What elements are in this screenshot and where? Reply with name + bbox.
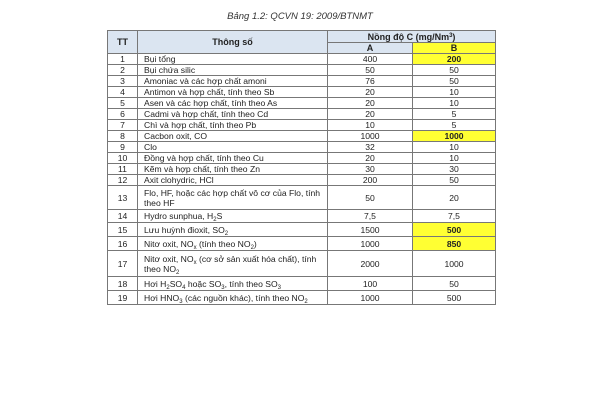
table-row bbox=[108, 98, 496, 109]
parameter-subscript: 4 bbox=[182, 284, 186, 291]
value-a: 7,5 bbox=[328, 210, 413, 223]
table-row bbox=[108, 164, 496, 175]
row-number: 12 bbox=[108, 175, 138, 186]
header-concentration-close: ) bbox=[452, 31, 456, 42]
row-number: 2 bbox=[108, 65, 138, 76]
parameter-text: Nitơ oxit, NO bbox=[144, 253, 194, 264]
value-b: 10 bbox=[413, 98, 496, 109]
table-row bbox=[108, 87, 496, 98]
row-number: 6 bbox=[108, 109, 138, 120]
value-b: 5 bbox=[413, 120, 496, 131]
header-param: Thông số bbox=[138, 31, 328, 54]
value-b: 50 bbox=[413, 76, 496, 87]
value-a: 2000 bbox=[328, 251, 413, 277]
header-concentration-text: Nồng độ C (mg/Nm bbox=[367, 31, 450, 42]
parameter-name bbox=[138, 76, 328, 87]
row-number: 7 bbox=[108, 120, 138, 131]
parameter-text: Clo bbox=[144, 142, 157, 152]
emission-limits-table bbox=[107, 30, 496, 305]
row-number: 18 bbox=[108, 277, 138, 291]
parameter-text: Asen và các hợp chất, tính theo As bbox=[144, 98, 278, 108]
value-a: 10 bbox=[328, 120, 413, 131]
parameter-name bbox=[138, 98, 328, 109]
parameter-subscript: 2 bbox=[250, 244, 254, 251]
row-number: 19 bbox=[108, 291, 138, 305]
header-concentration bbox=[328, 31, 496, 43]
row-number: 3 bbox=[108, 76, 138, 87]
row-number: 15 bbox=[108, 223, 138, 237]
parameter-text: , tính theo SO bbox=[224, 278, 278, 289]
row-number: 4 bbox=[108, 87, 138, 98]
value-b: 850 bbox=[413, 237, 496, 251]
parameter-name bbox=[138, 210, 328, 223]
parameter-text: Đồng và hợp chất, tính theo Cu bbox=[144, 153, 264, 163]
parameter-text: Cadmi và hợp chất, tính theo Cd bbox=[144, 109, 269, 119]
value-a: 20 bbox=[328, 109, 413, 120]
parameter-name bbox=[138, 223, 328, 237]
parameter-text: Amoniac và các hợp chất amoni bbox=[144, 76, 267, 86]
parameter-text: Hydro sunphua, H bbox=[144, 211, 214, 221]
table-row bbox=[108, 277, 496, 291]
header-concentration-sup: 3 bbox=[449, 32, 453, 39]
parameter-name bbox=[138, 54, 328, 65]
table-row bbox=[108, 54, 496, 65]
parameter-subscript: 3 bbox=[179, 298, 183, 305]
table-row bbox=[108, 142, 496, 153]
table-row bbox=[108, 76, 496, 87]
parameter-subscript: 2 bbox=[213, 217, 217, 223]
header-col-b: B bbox=[413, 43, 496, 54]
value-a: 50 bbox=[328, 65, 413, 76]
parameter-subscript: 2 bbox=[224, 230, 229, 237]
value-a: 100 bbox=[328, 277, 413, 291]
value-b: 30 bbox=[413, 164, 496, 175]
value-b: 7,5 bbox=[413, 210, 496, 223]
parameter-name bbox=[138, 142, 328, 153]
value-a: 76 bbox=[328, 76, 413, 87]
parameter-text: (các nguồn khác), tính theo NO bbox=[182, 292, 305, 303]
value-b: 500 bbox=[413, 291, 496, 305]
parameter-name bbox=[138, 65, 328, 76]
value-b: 5 bbox=[413, 109, 496, 120]
parameter-text: Lưu huỳnh đioxit, SO bbox=[144, 224, 225, 235]
row-number: 16 bbox=[108, 237, 138, 251]
table-row bbox=[108, 65, 496, 76]
value-a: 1000 bbox=[328, 131, 413, 142]
parameter-text: (tính theo NO bbox=[196, 238, 251, 249]
value-b: 1000 bbox=[413, 131, 496, 142]
parameter-text: S bbox=[216, 211, 223, 221]
row-number: 10 bbox=[108, 153, 138, 164]
header-tt: TT bbox=[108, 31, 138, 54]
table-row bbox=[108, 237, 496, 251]
parameter-subscript: 3 bbox=[221, 284, 225, 291]
parameter-name bbox=[138, 164, 328, 175]
value-a: 1000 bbox=[328, 291, 413, 305]
value-b: 200 bbox=[413, 54, 496, 65]
parameter-text: Bụi tổng bbox=[144, 54, 176, 64]
parameter-subscript: x bbox=[193, 259, 197, 266]
value-a: 20 bbox=[328, 153, 413, 164]
value-a: 20 bbox=[328, 98, 413, 109]
parameter-name bbox=[138, 109, 328, 120]
table-row bbox=[108, 120, 496, 131]
table-row bbox=[108, 210, 496, 223]
header-col-a: A bbox=[328, 43, 413, 54]
row-number: 14 bbox=[108, 210, 138, 223]
parameter-text: Kẽm và hợp chất, tính theo Zn bbox=[144, 164, 260, 174]
value-a: 20 bbox=[328, 87, 413, 98]
table-row bbox=[108, 223, 496, 237]
parameter-text: hoặc SO bbox=[185, 278, 222, 289]
row-number: 5 bbox=[108, 98, 138, 109]
parameter-name bbox=[138, 251, 328, 277]
parameter-name bbox=[138, 120, 328, 131]
value-b: 10 bbox=[413, 153, 496, 164]
value-a: 50 bbox=[328, 186, 413, 210]
value-b: 50 bbox=[413, 175, 496, 186]
value-a: 1500 bbox=[328, 223, 413, 237]
parameter-subscript: 2 bbox=[304, 298, 308, 305]
parameter-name bbox=[138, 186, 328, 210]
parameter-name bbox=[138, 87, 328, 98]
value-b: 50 bbox=[413, 277, 496, 291]
value-a: 30 bbox=[328, 164, 413, 175]
parameter-subscript: 2 bbox=[166, 284, 170, 291]
parameter-subscript: 2 bbox=[176, 269, 180, 276]
row-number: 8 bbox=[108, 131, 138, 142]
parameter-text: Flo, HF, hoặc các hợp chất vô cơ của Flo, tính theo HF bbox=[144, 187, 321, 208]
row-number: 11 bbox=[108, 164, 138, 175]
parameter-text: Antimon và hợp chất, tính theo Sb bbox=[144, 87, 275, 97]
value-a: 1000 bbox=[328, 237, 413, 251]
value-b: 10 bbox=[413, 87, 496, 98]
parameter-text: ) bbox=[253, 238, 257, 249]
value-b: 10 bbox=[413, 142, 496, 153]
parameter-name bbox=[138, 291, 328, 305]
value-a: 400 bbox=[328, 54, 413, 65]
table-row bbox=[108, 291, 496, 305]
row-number: 13 bbox=[108, 186, 138, 210]
table-row bbox=[108, 186, 496, 210]
table-row bbox=[108, 251, 496, 277]
parameter-text: Axit clohydric, HCl bbox=[144, 175, 214, 185]
value-b: 50 bbox=[413, 65, 496, 76]
table-row bbox=[108, 109, 496, 120]
parameter-name bbox=[138, 131, 328, 142]
table-row bbox=[108, 131, 496, 142]
parameter-name bbox=[138, 175, 328, 186]
table-row bbox=[108, 153, 496, 164]
parameter-text: Hơi HNO bbox=[144, 292, 180, 303]
parameter-text: Hơi H bbox=[144, 278, 167, 289]
parameter-text: Chì và hợp chất, tính theo Pb bbox=[144, 120, 257, 130]
table-row bbox=[108, 175, 496, 186]
row-number: 1 bbox=[108, 54, 138, 65]
table-caption: Bảng 1.2: QCVN 19: 2009/BTNMT bbox=[227, 11, 373, 22]
row-number: 17 bbox=[108, 251, 138, 277]
value-b: 500 bbox=[413, 223, 496, 237]
parameter-name bbox=[138, 153, 328, 164]
value-b: 1000 bbox=[413, 251, 496, 277]
table-body bbox=[108, 54, 496, 305]
parameter-subscript: 3 bbox=[277, 284, 282, 291]
parameter-text: SO bbox=[169, 278, 183, 289]
parameter-subscript: x bbox=[193, 244, 197, 251]
value-a: 32 bbox=[328, 142, 413, 153]
value-a: 200 bbox=[328, 175, 413, 186]
parameter-name bbox=[138, 237, 328, 251]
parameter-name bbox=[138, 277, 328, 291]
parameter-text: Nitơ oxit, NO bbox=[144, 238, 194, 249]
parameter-text: Bụi chứa silic bbox=[144, 65, 196, 75]
row-number: 9 bbox=[108, 142, 138, 153]
parameter-text: (cơ sở sản xuất hóa chất), tính theo NO bbox=[144, 253, 317, 274]
parameter-text: Cacbon oxit, CO bbox=[144, 131, 208, 141]
value-b: 20 bbox=[413, 186, 496, 210]
